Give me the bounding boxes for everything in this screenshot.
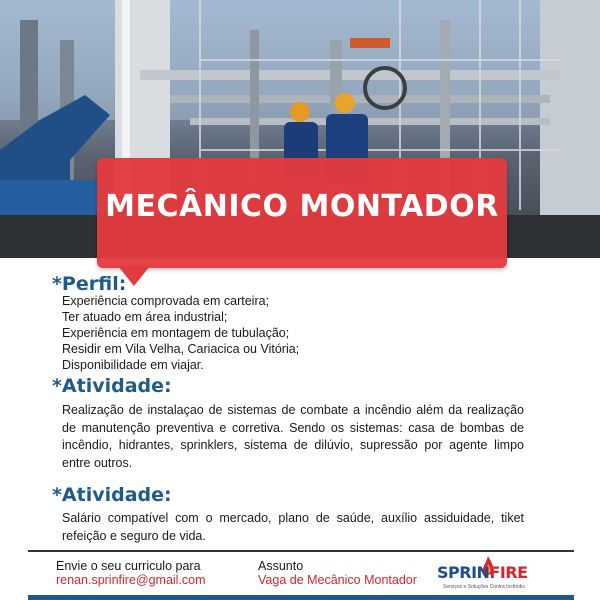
- beneficios-heading: *Atividade:: [52, 484, 172, 506]
- logo-tagline: Serviços e Soluções Contra Incêndio: [443, 584, 525, 590]
- perfil-item: Experiência em montagem de tubulação;: [62, 326, 290, 340]
- subject-value: Vaga de Mecânico Montador: [258, 573, 417, 587]
- beneficios-description: Salário compatível com o mercado, plano de saúde, auxílio assiduidade, tiket refeição e seguro de vida.: [62, 511, 524, 543]
- atividade-heading: *Atividade:: [52, 375, 172, 397]
- subject-label: Assunto: [258, 559, 304, 573]
- logo-name-part1: SPRIN: [437, 563, 490, 582]
- logo-name-part2: FIRE: [489, 563, 528, 582]
- sprinfire-logo: [437, 558, 541, 594]
- perfil-list: [62, 293, 299, 373]
- atividade-description: Realização de instalaçao de sistemas de combate a incêndio além da realização de manutenção preventiva e corretiva. Sendo os sistemas: casa de bombas de incêndio, hidrantes, sprinklers, sistema de dilúvio, supressão por agente limpo entre outros.: [62, 403, 524, 470]
- bottom-accent-bar: [28, 595, 574, 600]
- perfil-item: Residir em Vila Velha, Cariacica ou Vitória;: [62, 342, 300, 356]
- perfil-item: Disponibilidade em viajar.: [62, 358, 204, 372]
- contact-email[interactable]: renan.sprinfire@gmail.com: [56, 573, 206, 587]
- logo-wordmark: [437, 563, 528, 582]
- footer-divider: [28, 550, 574, 552]
- perfil-heading: *Perfil:: [52, 273, 127, 295]
- job-title: MECÂNICO MONTADOR: [105, 189, 499, 224]
- perfil-item: Ter atuado em área industrial;: [62, 310, 228, 324]
- perfil-item: Experiência comprovada em carteira;: [62, 294, 270, 308]
- send-cv-label: Envie o seu curriculo para: [56, 559, 201, 573]
